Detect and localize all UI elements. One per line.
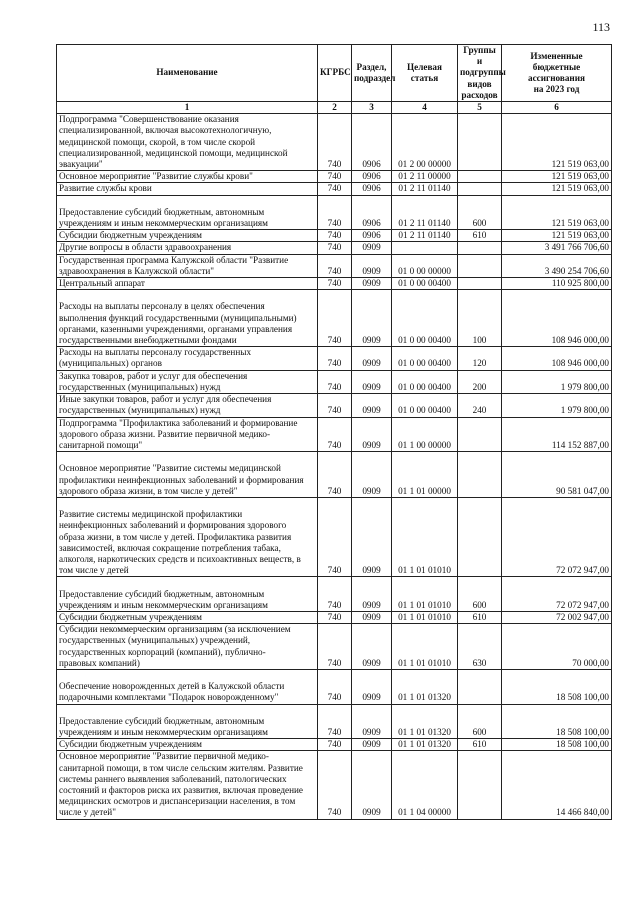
column-number: 5 (458, 102, 502, 114)
table-row (57, 254, 612, 277)
row-section-cell: 0909 (352, 347, 392, 370)
row-amount-cell: 121 519 063,00 (502, 195, 612, 230)
row-target-cell: 01 2 00 00000 (392, 114, 458, 171)
row-target-cell: 01 2 11 01140 (392, 230, 458, 242)
column-number: 2 (318, 102, 352, 114)
row-section-cell: 0909 (352, 577, 392, 612)
row-section-cell: 0909 (352, 370, 392, 393)
row-target-cell: 01 1 01 01010 (392, 577, 458, 612)
row-target-cell: 01 2 11 01140 (392, 183, 458, 195)
row-section-cell: 0909 (352, 497, 392, 576)
row-section-cell: 0909 (352, 624, 392, 670)
row-group-cell: 120 (458, 347, 502, 370)
row-name-cell: Центральный аппарат (57, 278, 318, 290)
row-section-cell: 0909 (352, 739, 392, 751)
row-grbs-cell: 740 (318, 611, 352, 623)
budget-table (56, 44, 612, 820)
row-target-cell: 01 0 00 00400 (392, 394, 458, 417)
row-amount-cell: 18 508 100,00 (502, 739, 612, 751)
row-target-cell: 01 0 00 00400 (392, 290, 458, 347)
header-amount: Измененные бюджетные ассигнования на 2023 год (502, 45, 612, 102)
row-group-cell (458, 497, 502, 576)
row-amount-cell: 72 072 947,00 (502, 497, 612, 576)
row-group-cell: 600 (458, 577, 502, 612)
row-section-cell: 0909 (352, 704, 392, 739)
row-name-cell: Субсидии бюджетным учреждениям (57, 739, 318, 751)
row-target-cell: 01 1 01 01320 (392, 739, 458, 751)
column-number-row (57, 102, 612, 114)
row-amount-cell: 14 466 840,00 (502, 751, 612, 819)
row-grbs-cell: 740 (318, 195, 352, 230)
header-groups: Группы и подгруппы видов расходов (458, 45, 502, 102)
row-name-cell: Развитие системы медицинской профилактики неинфекционных заболеваний и формирования здорового образа жизни, в том числе у детей. Профилактика развития зависимостей, включая сокращение потребления табака, алкоголя, наркотических средств и психоактивных веществ, в том числе у детей (57, 497, 318, 576)
table-body (57, 114, 612, 819)
row-section-cell: 0909 (352, 278, 392, 290)
row-amount-cell: 110 925 800,00 (502, 278, 612, 290)
row-section-cell: 0909 (352, 751, 392, 819)
row-amount-cell: 90 581 047,00 (502, 452, 612, 498)
row-amount-cell: 121 519 063,00 (502, 230, 612, 242)
row-amount-cell: 18 508 100,00 (502, 704, 612, 739)
header-name: Наименование (57, 45, 318, 102)
row-target-cell: 01 0 00 00400 (392, 347, 458, 370)
row-grbs-cell: 740 (318, 183, 352, 195)
row-amount-cell: 18 508 100,00 (502, 669, 612, 704)
row-section-cell: 0906 (352, 183, 392, 195)
row-section-cell: 0906 (352, 195, 392, 230)
row-name-cell: Государственная программа Калужской области "Развитие здравоохранения в Калужской области" (57, 254, 318, 277)
row-amount-cell: 72 072 947,00 (502, 577, 612, 612)
row-section-cell: 0909 (352, 669, 392, 704)
table-row (57, 417, 612, 452)
table-row (57, 394, 612, 417)
row-target-cell: 01 0 00 00400 (392, 278, 458, 290)
row-group-cell (458, 278, 502, 290)
row-group-cell: 200 (458, 370, 502, 393)
row-grbs-cell: 740 (318, 171, 352, 183)
row-grbs-cell: 740 (318, 751, 352, 819)
row-target-cell: 01 1 01 01320 (392, 669, 458, 704)
row-name-cell: Подпрограмма "Совершенствование оказания специализированной, включая высокотехнологичную, медицинской помощи, скорой, в том числе скорой специализированной, медицинской помощи, медицинской эвакуации" (57, 114, 318, 171)
table-row (57, 624, 612, 670)
table-row (57, 704, 612, 739)
row-amount-cell: 1 979 800,00 (502, 394, 612, 417)
row-section-cell: 0909 (352, 611, 392, 623)
table-row (57, 370, 612, 393)
row-name-cell: Закупка товаров, работ и услуг для обеспечения государственных (муниципальных) нужд (57, 370, 318, 393)
row-grbs-cell: 740 (318, 497, 352, 576)
row-target-cell (392, 242, 458, 254)
table-row (57, 171, 612, 183)
table-row (57, 278, 612, 290)
row-group-cell: 600 (458, 704, 502, 739)
page-number: 113 (592, 20, 610, 34)
row-amount-cell: 108 946 000,00 (502, 290, 612, 347)
table-row (57, 577, 612, 612)
row-grbs-cell: 740 (318, 577, 352, 612)
column-number: 3 (352, 102, 392, 114)
row-grbs-cell: 740 (318, 704, 352, 739)
row-name-cell: Субсидии бюджетным учреждениям (57, 611, 318, 623)
row-amount-cell: 121 519 063,00 (502, 114, 612, 171)
header-row (57, 45, 612, 102)
table-row (57, 230, 612, 242)
row-name-cell: Обеспечение новорожденных детей в Калужской области подарочными комплектами "Подарок новорожденному" (57, 669, 318, 704)
table-row (57, 452, 612, 498)
row-section-cell: 0909 (352, 242, 392, 254)
row-target-cell: 01 0 00 00400 (392, 370, 458, 393)
row-section-cell: 0909 (352, 254, 392, 277)
row-target-cell: 01 1 01 01010 (392, 624, 458, 670)
row-group-cell (458, 669, 502, 704)
row-amount-cell: 3 490 254 706,60 (502, 254, 612, 277)
row-grbs-cell: 740 (318, 417, 352, 452)
row-group-cell: 240 (458, 394, 502, 417)
row-grbs-cell: 740 (318, 278, 352, 290)
row-name-cell: Основное мероприятие "Развитие первичной медико- санитарной помощи, в том числе сельским жителям. Развитие системы раннего выявления заболеваний, патологических состояний и факторов риска их развития, включая проведение медицинских осмотров и диспансеризации населения, в том числе у детей" (57, 751, 318, 819)
row-name-cell: Основное мероприятие "Развитие системы медицинской профилактики неинфекционных заболеваний и формирования здорового образа жизни, в том числе у детей" (57, 452, 318, 498)
row-grbs-cell: 740 (318, 394, 352, 417)
row-name-cell: Подпрограмма "Профилактика заболеваний и формирование здорового образа жизни. Развитие первичной медико- санитарной помощи" (57, 417, 318, 452)
column-number: 6 (502, 102, 612, 114)
table-row (57, 114, 612, 171)
row-group-cell (458, 452, 502, 498)
row-amount-cell: 114 152 887,00 (502, 417, 612, 452)
row-name-cell: Субсидии бюджетным учреждениям (57, 230, 318, 242)
row-target-cell: 01 0 00 00000 (392, 254, 458, 277)
row-group-cell (458, 183, 502, 195)
row-name-cell: Основное мероприятие "Развитие службы крови" (57, 171, 318, 183)
row-group-cell: 610 (458, 230, 502, 242)
row-name-cell: Предоставление субсидий бюджетным, автономным учреждениям и иным некоммерческим организациям (57, 195, 318, 230)
row-target-cell: 01 1 00 00000 (392, 417, 458, 452)
row-section-cell: 0906 (352, 171, 392, 183)
row-amount-cell: 3 491 766 706,60 (502, 242, 612, 254)
row-grbs-cell: 740 (318, 242, 352, 254)
header-section: Раздел, подраздел (352, 45, 392, 102)
row-group-cell (458, 114, 502, 171)
row-name-cell: Развитие службы крови (57, 183, 318, 195)
row-grbs-cell: 740 (318, 290, 352, 347)
row-amount-cell: 72 002 947,00 (502, 611, 612, 623)
row-group-cell: 630 (458, 624, 502, 670)
row-group-cell: 600 (458, 195, 502, 230)
table-row (57, 669, 612, 704)
row-grbs-cell: 740 (318, 669, 352, 704)
row-target-cell: 01 2 11 00000 (392, 171, 458, 183)
row-grbs-cell: 740 (318, 624, 352, 670)
row-grbs-cell: 740 (318, 230, 352, 242)
column-number: 1 (57, 102, 318, 114)
row-grbs-cell: 740 (318, 370, 352, 393)
row-name-cell: Предоставление субсидий бюджетным, автономным учреждениям и иным некоммерческим организациям (57, 577, 318, 612)
table-row (57, 611, 612, 623)
row-section-cell: 0909 (352, 394, 392, 417)
row-target-cell: 01 1 04 00000 (392, 751, 458, 819)
table-row (57, 739, 612, 751)
row-section-cell: 0909 (352, 417, 392, 452)
row-grbs-cell: 740 (318, 254, 352, 277)
table-row (57, 751, 612, 819)
row-section-cell: 0909 (352, 290, 392, 347)
row-grbs-cell: 740 (318, 739, 352, 751)
row-group-cell: 610 (458, 611, 502, 623)
table-row (57, 195, 612, 230)
row-name-cell: Расходы на выплаты персоналу в целях обеспечения выполнения функций государственными (муниципальными) органами, казенными учреждениями, органами управления государственными внебюджетными фондами (57, 290, 318, 347)
row-group-cell (458, 242, 502, 254)
row-target-cell: 01 1 01 01010 (392, 497, 458, 576)
table-row (57, 242, 612, 254)
row-group-cell (458, 171, 502, 183)
table-row (57, 290, 612, 347)
row-group-cell (458, 254, 502, 277)
row-name-cell: Предоставление субсидий бюджетным, автономным учреждениям и иным некоммерческим организациям (57, 704, 318, 739)
row-name-cell: Иные закупки товаров, работ и услуг для обеспечения государственных (муниципальных) нужд (57, 394, 318, 417)
header-grbs: КГРБС (318, 45, 352, 102)
row-name-cell: Субсидии некоммерческим организациям (за исключением государственных (муниципальных) учреждений, государственных корпораций (компаний), публично- правовых компаний) (57, 624, 318, 670)
header-target: Целевая статья (392, 45, 458, 102)
row-amount-cell: 121 519 063,00 (502, 171, 612, 183)
row-name-cell: Другие вопросы в области здравоохранения (57, 242, 318, 254)
row-group-cell (458, 417, 502, 452)
row-section-cell: 0906 (352, 230, 392, 242)
row-grbs-cell: 740 (318, 114, 352, 171)
row-grbs-cell: 740 (318, 347, 352, 370)
row-amount-cell: 121 519 063,00 (502, 183, 612, 195)
row-target-cell: 01 1 01 00000 (392, 452, 458, 498)
row-grbs-cell: 740 (318, 452, 352, 498)
row-section-cell: 0909 (352, 452, 392, 498)
row-amount-cell: 70 000,00 (502, 624, 612, 670)
table-row (57, 183, 612, 195)
row-target-cell: 01 2 11 01140 (392, 195, 458, 230)
row-group-cell: 100 (458, 290, 502, 347)
row-amount-cell: 108 946 000,00 (502, 347, 612, 370)
row-section-cell: 0906 (352, 114, 392, 171)
row-name-cell: Расходы на выплаты персоналу государственных (муниципальных) органов (57, 347, 318, 370)
table-row (57, 497, 612, 576)
row-target-cell: 01 1 01 01010 (392, 611, 458, 623)
row-group-cell (458, 751, 502, 819)
row-amount-cell: 1 979 800,00 (502, 370, 612, 393)
row-group-cell: 610 (458, 739, 502, 751)
column-number: 4 (392, 102, 458, 114)
row-target-cell: 01 1 01 01320 (392, 704, 458, 739)
table-row (57, 347, 612, 370)
